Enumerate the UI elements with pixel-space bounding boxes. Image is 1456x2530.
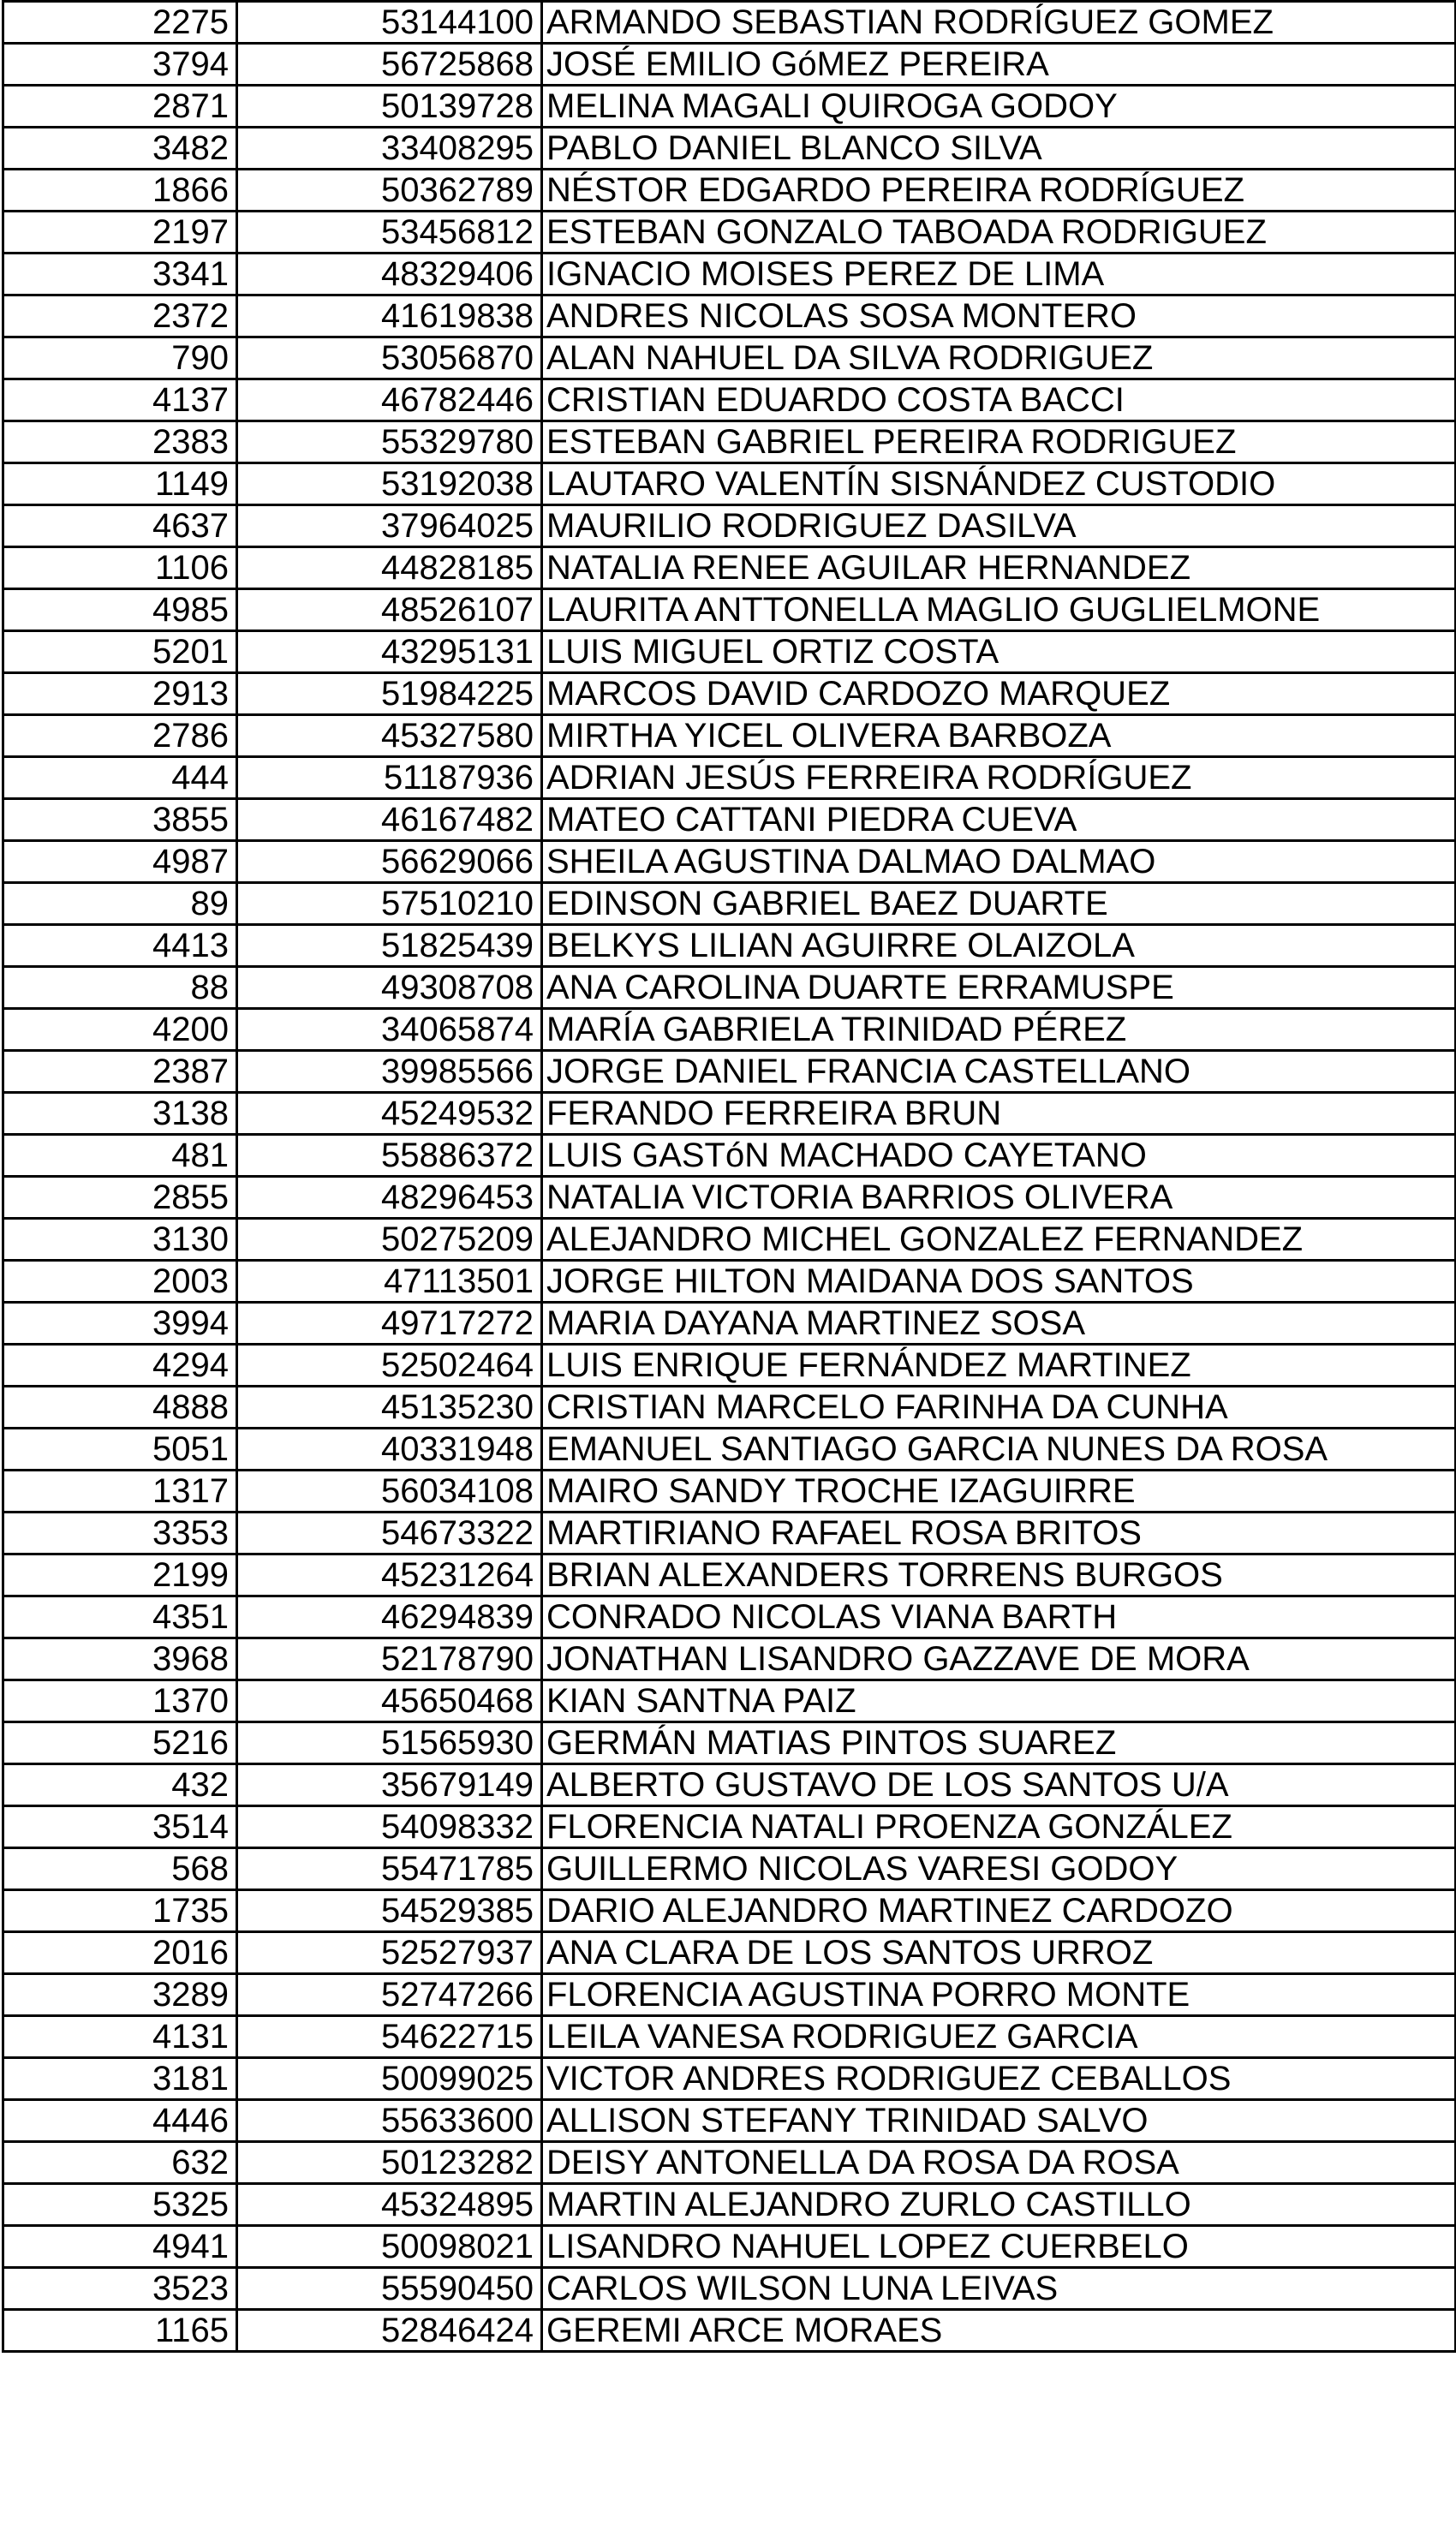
full-name-cell: MARÍA GABRIELA TRINIDAD PÉREZ [542, 1009, 1456, 1051]
order-number-cell: 4351 [3, 1596, 237, 1638]
table-row [3, 757, 1456, 799]
document-number-cell: 46294839 [237, 1596, 542, 1638]
document-number-cell: 46782446 [237, 379, 542, 421]
table-row [3, 1932, 1456, 1974]
full-name-cell: MAIRO SANDY TROCHE IZAGUIRRE [542, 1471, 1456, 1513]
table-row [3, 379, 1456, 421]
full-name-cell: FERANDO FERREIRA BRUN [542, 1093, 1456, 1135]
table-row [3, 2142, 1456, 2184]
table-row [3, 1764, 1456, 1806]
order-number-cell: 5201 [3, 631, 237, 673]
table-row [3, 1974, 1456, 2016]
order-number-cell: 4137 [3, 379, 237, 421]
document-number-cell: 47113501 [237, 1261, 542, 1303]
document-number-cell: 54098332 [237, 1806, 542, 1848]
document-number-cell: 55633600 [237, 2100, 542, 2142]
document-number-cell: 52846424 [237, 2310, 542, 2352]
document-number-cell: 53456812 [237, 212, 542, 254]
order-number-cell: 3181 [3, 2058, 237, 2100]
full-name-cell: ESTEBAN GABRIEL PEREIRA RODRIGUEZ [542, 421, 1456, 463]
full-name-cell: NÉSTOR EDGARDO PEREIRA RODRÍGUEZ [542, 170, 1456, 212]
table-row [3, 1177, 1456, 1219]
order-number-cell: 5325 [3, 2184, 237, 2226]
document-number-cell: 56725868 [237, 44, 542, 86]
order-number-cell: 3994 [3, 1303, 237, 1345]
table-row [3, 1596, 1456, 1638]
order-number-cell: 2786 [3, 715, 237, 757]
full-name-cell: LUIS MIGUEL ORTIZ COSTA [542, 631, 1456, 673]
full-name-cell: MARIA DAYANA MARTINEZ SOSA [542, 1303, 1456, 1345]
full-name-cell: KIAN SANTNA PAIZ [542, 1680, 1456, 1722]
document-number-cell: 51187936 [237, 757, 542, 799]
order-number-cell: 4294 [3, 1345, 237, 1387]
document-number-cell: 46167482 [237, 799, 542, 841]
full-name-cell: MIRTHA YICEL OLIVERA BARBOZA [542, 715, 1456, 757]
document-number-cell: 33408295 [237, 128, 542, 170]
full-name-cell: NATALIA RENEE AGUILAR HERNANDEZ [542, 547, 1456, 589]
table-row [3, 421, 1456, 463]
order-number-cell: 1106 [3, 547, 237, 589]
table-body [3, 2, 1456, 2352]
full-name-cell: IGNACIO MOISES PEREZ DE LIMA [542, 254, 1456, 295]
document-number-cell: 54529385 [237, 1890, 542, 1932]
table-row [3, 841, 1456, 883]
order-number-cell: 4985 [3, 589, 237, 631]
table-row [3, 1848, 1456, 1890]
table-row [3, 1009, 1456, 1051]
full-name-cell: FLORENCIA AGUSTINA PORRO MONTE [542, 1974, 1456, 2016]
full-name-cell: GUILLERMO NICOLAS VARESI GODOY [542, 1848, 1456, 1890]
full-name-cell: JORGE HILTON MAIDANA DOS SANTOS [542, 1261, 1456, 1303]
table-row [3, 1135, 1456, 1177]
table-row [3, 1471, 1456, 1513]
full-name-cell: LUIS GASTóN MACHADO CAYETANO [542, 1135, 1456, 1177]
order-number-cell: 2016 [3, 1932, 237, 1974]
order-number-cell: 2913 [3, 673, 237, 715]
table-row [3, 2310, 1456, 2352]
full-name-cell: MARCOS DAVID CARDOZO MARQUEZ [542, 673, 1456, 715]
table-row [3, 1890, 1456, 1932]
document-number-cell: 52502464 [237, 1345, 542, 1387]
order-number-cell: 3341 [3, 254, 237, 295]
full-name-cell: CONRADO NICOLAS VIANA BARTH [542, 1596, 1456, 1638]
table-row [3, 1051, 1456, 1093]
table-row [3, 1093, 1456, 1135]
order-number-cell: 4200 [3, 1009, 237, 1051]
table-row [3, 463, 1456, 505]
order-number-cell: 4941 [3, 2226, 237, 2268]
table-row [3, 254, 1456, 295]
order-number-cell: 5216 [3, 1722, 237, 1764]
order-number-cell: 88 [3, 967, 237, 1009]
full-name-cell: FLORENCIA NATALI PROENZA GONZÁLEZ [542, 1806, 1456, 1848]
document-number-cell: 51565930 [237, 1722, 542, 1764]
full-name-cell: VICTOR ANDRES RODRIGUEZ CEBALLOS [542, 2058, 1456, 2100]
table-row [3, 295, 1456, 337]
document-number-cell: 56629066 [237, 841, 542, 883]
order-number-cell: 4413 [3, 925, 237, 967]
document-number-cell: 55471785 [237, 1848, 542, 1890]
order-number-cell: 1370 [3, 1680, 237, 1722]
full-name-cell: ALAN NAHUEL DA SILVA RODRIGUEZ [542, 337, 1456, 379]
document-number-cell: 54673322 [237, 1513, 542, 1554]
full-name-cell: ANA CAROLINA DUARTE ERRAMUSPE [542, 967, 1456, 1009]
order-number-cell: 4446 [3, 2100, 237, 2142]
order-number-cell: 444 [3, 757, 237, 799]
document-number-cell: 53144100 [237, 2, 542, 44]
table-row [3, 1806, 1456, 1848]
document-number-cell: 51825439 [237, 925, 542, 967]
full-name-cell: ESTEBAN GONZALO TABOADA RODRIGUEZ [542, 212, 1456, 254]
document-number-cell: 37964025 [237, 505, 542, 547]
order-number-cell: 2855 [3, 1177, 237, 1219]
document-number-cell: 45650468 [237, 1680, 542, 1722]
full-name-cell: PABLO DANIEL BLANCO SILVA [542, 128, 1456, 170]
order-number-cell: 5051 [3, 1429, 237, 1471]
table-row [3, 925, 1456, 967]
document-number-cell: 40331948 [237, 1429, 542, 1471]
table-row [3, 2, 1456, 44]
full-name-cell: JOSÉ EMILIO GóMEZ PEREIRA [542, 44, 1456, 86]
document-number-cell: 50123282 [237, 2142, 542, 2184]
order-number-cell: 790 [3, 337, 237, 379]
order-number-cell: 1149 [3, 463, 237, 505]
document-number-cell: 55886372 [237, 1135, 542, 1177]
table-row [3, 2016, 1456, 2058]
document-number-cell: 45249532 [237, 1093, 542, 1135]
table-row [3, 673, 1456, 715]
table-row [3, 1722, 1456, 1764]
table-row [3, 1513, 1456, 1554]
document-number-cell: 41619838 [237, 295, 542, 337]
order-number-cell: 2275 [3, 2, 237, 44]
table-row [3, 1303, 1456, 1345]
document-number-cell: 50099025 [237, 2058, 542, 2100]
document-number-cell: 45324895 [237, 2184, 542, 2226]
document-number-cell: 56034108 [237, 1471, 542, 1513]
document-number-cell: 49308708 [237, 967, 542, 1009]
order-number-cell: 481 [3, 1135, 237, 1177]
document-number-cell: 44828185 [237, 547, 542, 589]
order-number-cell: 632 [3, 2142, 237, 2184]
table-row [3, 967, 1456, 1009]
table-row [3, 212, 1456, 254]
full-name-cell: EDINSON GABRIEL BAEZ DUARTE [542, 883, 1456, 925]
order-number-cell: 3794 [3, 44, 237, 86]
order-number-cell: 3514 [3, 1806, 237, 1848]
order-number-cell: 4888 [3, 1387, 237, 1429]
full-name-cell: ADRIAN JESÚS FERREIRA RODRÍGUEZ [542, 757, 1456, 799]
document-number-cell: 35679149 [237, 1764, 542, 1806]
full-name-cell: ARMANDO SEBASTIAN RODRÍGUEZ GOMEZ [542, 2, 1456, 44]
table-row [3, 715, 1456, 757]
document-number-cell: 53192038 [237, 463, 542, 505]
table-row [3, 589, 1456, 631]
order-number-cell: 2003 [3, 1261, 237, 1303]
document-number-cell: 50098021 [237, 2226, 542, 2268]
order-number-cell: 3130 [3, 1219, 237, 1261]
full-name-cell: MELINA MAGALI QUIROGA GODOY [542, 86, 1456, 128]
document-number-cell: 34065874 [237, 1009, 542, 1051]
full-name-cell: JORGE DANIEL FRANCIA CASTELLANO [542, 1051, 1456, 1093]
document-number-cell: 50139728 [237, 86, 542, 128]
full-name-cell: NATALIA VICTORIA BARRIOS OLIVERA [542, 1177, 1456, 1219]
document-number-cell: 45231264 [237, 1554, 542, 1596]
order-number-cell: 2383 [3, 421, 237, 463]
document-number-cell: 51984225 [237, 673, 542, 715]
document-number-cell: 48296453 [237, 1177, 542, 1219]
table-row [3, 1219, 1456, 1261]
order-number-cell: 1165 [3, 2310, 237, 2352]
table-row [3, 2100, 1456, 2142]
table-row [3, 2184, 1456, 2226]
full-name-cell: LEILA VANESA RODRIGUEZ GARCIA [542, 2016, 1456, 2058]
document-number-cell: 43295131 [237, 631, 542, 673]
table-row [3, 2268, 1456, 2310]
table-row [3, 1261, 1456, 1303]
order-number-cell: 3482 [3, 128, 237, 170]
order-number-cell: 4637 [3, 505, 237, 547]
full-name-cell: BRIAN ALEXANDERS TORRENS BURGOS [542, 1554, 1456, 1596]
full-name-cell: GERMÁN MATIAS PINTOS SUAREZ [542, 1722, 1456, 1764]
full-name-cell: EMANUEL SANTIAGO GARCIA NUNES DA ROSA [542, 1429, 1456, 1471]
full-name-cell: BELKYS LILIAN AGUIRRE OLAIZOLA [542, 925, 1456, 967]
full-name-cell: MARTIRIANO RAFAEL ROSA BRITOS [542, 1513, 1456, 1554]
order-number-cell: 4131 [3, 2016, 237, 2058]
full-name-cell: ALBERTO GUSTAVO DE LOS SANTOS U/A [542, 1764, 1456, 1806]
full-name-cell: ANDRES NICOLAS SOSA MONTERO [542, 295, 1456, 337]
full-name-cell: DARIO ALEJANDRO MARTINEZ CARDOZO [542, 1890, 1456, 1932]
table-row [3, 547, 1456, 589]
document-number-cell: 52747266 [237, 1974, 542, 2016]
table-row [3, 799, 1456, 841]
full-name-cell: GEREMI ARCE MORAES [542, 2310, 1456, 2352]
order-number-cell: 3353 [3, 1513, 237, 1554]
order-number-cell: 2197 [3, 212, 237, 254]
full-name-cell: MATEO CATTANI PIEDRA CUEVA [542, 799, 1456, 841]
full-name-cell: ALLISON STEFANY TRINIDAD SALVO [542, 2100, 1456, 2142]
full-name-cell: MAURILIO RODRIGUEZ DASILVA [542, 505, 1456, 547]
full-name-cell: CARLOS WILSON LUNA LEIVAS [542, 2268, 1456, 2310]
table-row [3, 1429, 1456, 1471]
order-number-cell: 2387 [3, 1051, 237, 1093]
table-row [3, 128, 1456, 170]
full-name-cell: CRISTIAN MARCELO FARINHA DA CUNHA [542, 1387, 1456, 1429]
document-number-cell: 52527937 [237, 1932, 542, 1974]
full-name-cell: LISANDRO NAHUEL LOPEZ CUERBELO [542, 2226, 1456, 2268]
order-number-cell: 1317 [3, 1471, 237, 1513]
table-row [3, 1680, 1456, 1722]
document-number-cell: 45327580 [237, 715, 542, 757]
full-name-cell: LAUTARO VALENTÍN SISNÁNDEZ CUSTODIO [542, 463, 1456, 505]
document-number-cell: 53056870 [237, 337, 542, 379]
table-row [3, 1387, 1456, 1429]
table-row [3, 337, 1456, 379]
table-row [3, 86, 1456, 128]
document-number-cell: 48329406 [237, 254, 542, 295]
document-number-cell: 50362789 [237, 170, 542, 212]
document-number-cell: 39985566 [237, 1051, 542, 1093]
document-number-cell: 55329780 [237, 421, 542, 463]
order-number-cell: 4987 [3, 841, 237, 883]
full-name-cell: ALEJANDRO MICHEL GONZALEZ FERNANDEZ [542, 1219, 1456, 1261]
order-number-cell: 3138 [3, 1093, 237, 1135]
table-row [3, 505, 1456, 547]
order-number-cell: 3289 [3, 1974, 237, 2016]
order-number-cell: 1735 [3, 1890, 237, 1932]
order-number-cell: 568 [3, 1848, 237, 1890]
table-row [3, 44, 1456, 86]
name-list-table [2, 0, 1456, 2353]
full-name-cell: SHEILA AGUSTINA DALMAO DALMAO [542, 841, 1456, 883]
table-row [3, 1638, 1456, 1680]
document-number-cell: 54622715 [237, 2016, 542, 2058]
document-number-cell: 49717272 [237, 1303, 542, 1345]
full-name-cell: ANA CLARA DE LOS SANTOS URROZ [542, 1932, 1456, 1974]
document-number-cell: 48526107 [237, 589, 542, 631]
table-row [3, 170, 1456, 212]
full-name-cell: MARTIN ALEJANDRO ZURLO CASTILLO [542, 2184, 1456, 2226]
order-number-cell: 3968 [3, 1638, 237, 1680]
order-number-cell: 2871 [3, 86, 237, 128]
order-number-cell: 3855 [3, 799, 237, 841]
order-number-cell: 2199 [3, 1554, 237, 1596]
full-name-cell: DEISY ANTONELLA DA ROSA DA ROSA [542, 2142, 1456, 2184]
full-name-cell: JONATHAN LISANDRO GAZZAVE DE MORA [542, 1638, 1456, 1680]
full-name-cell: LUIS ENRIQUE FERNÁNDEZ MARTINEZ [542, 1345, 1456, 1387]
order-number-cell: 89 [3, 883, 237, 925]
order-number-cell: 432 [3, 1764, 237, 1806]
table-row [3, 631, 1456, 673]
table-row [3, 2058, 1456, 2100]
document-number-cell: 45135230 [237, 1387, 542, 1429]
document-number-cell: 55590450 [237, 2268, 542, 2310]
table-row [3, 1554, 1456, 1596]
document-number-cell: 52178790 [237, 1638, 542, 1680]
order-number-cell: 2372 [3, 295, 237, 337]
document-number-cell: 57510210 [237, 883, 542, 925]
order-number-cell: 1866 [3, 170, 237, 212]
full-name-cell: CRISTIAN EDUARDO COSTA BACCI [542, 379, 1456, 421]
table-row [3, 1345, 1456, 1387]
document-number-cell: 50275209 [237, 1219, 542, 1261]
order-number-cell: 3523 [3, 2268, 237, 2310]
table-row [3, 883, 1456, 925]
full-name-cell: LAURITA ANTTONELLA MAGLIO GUGLIELMONE [542, 589, 1456, 631]
table-row [3, 2226, 1456, 2268]
